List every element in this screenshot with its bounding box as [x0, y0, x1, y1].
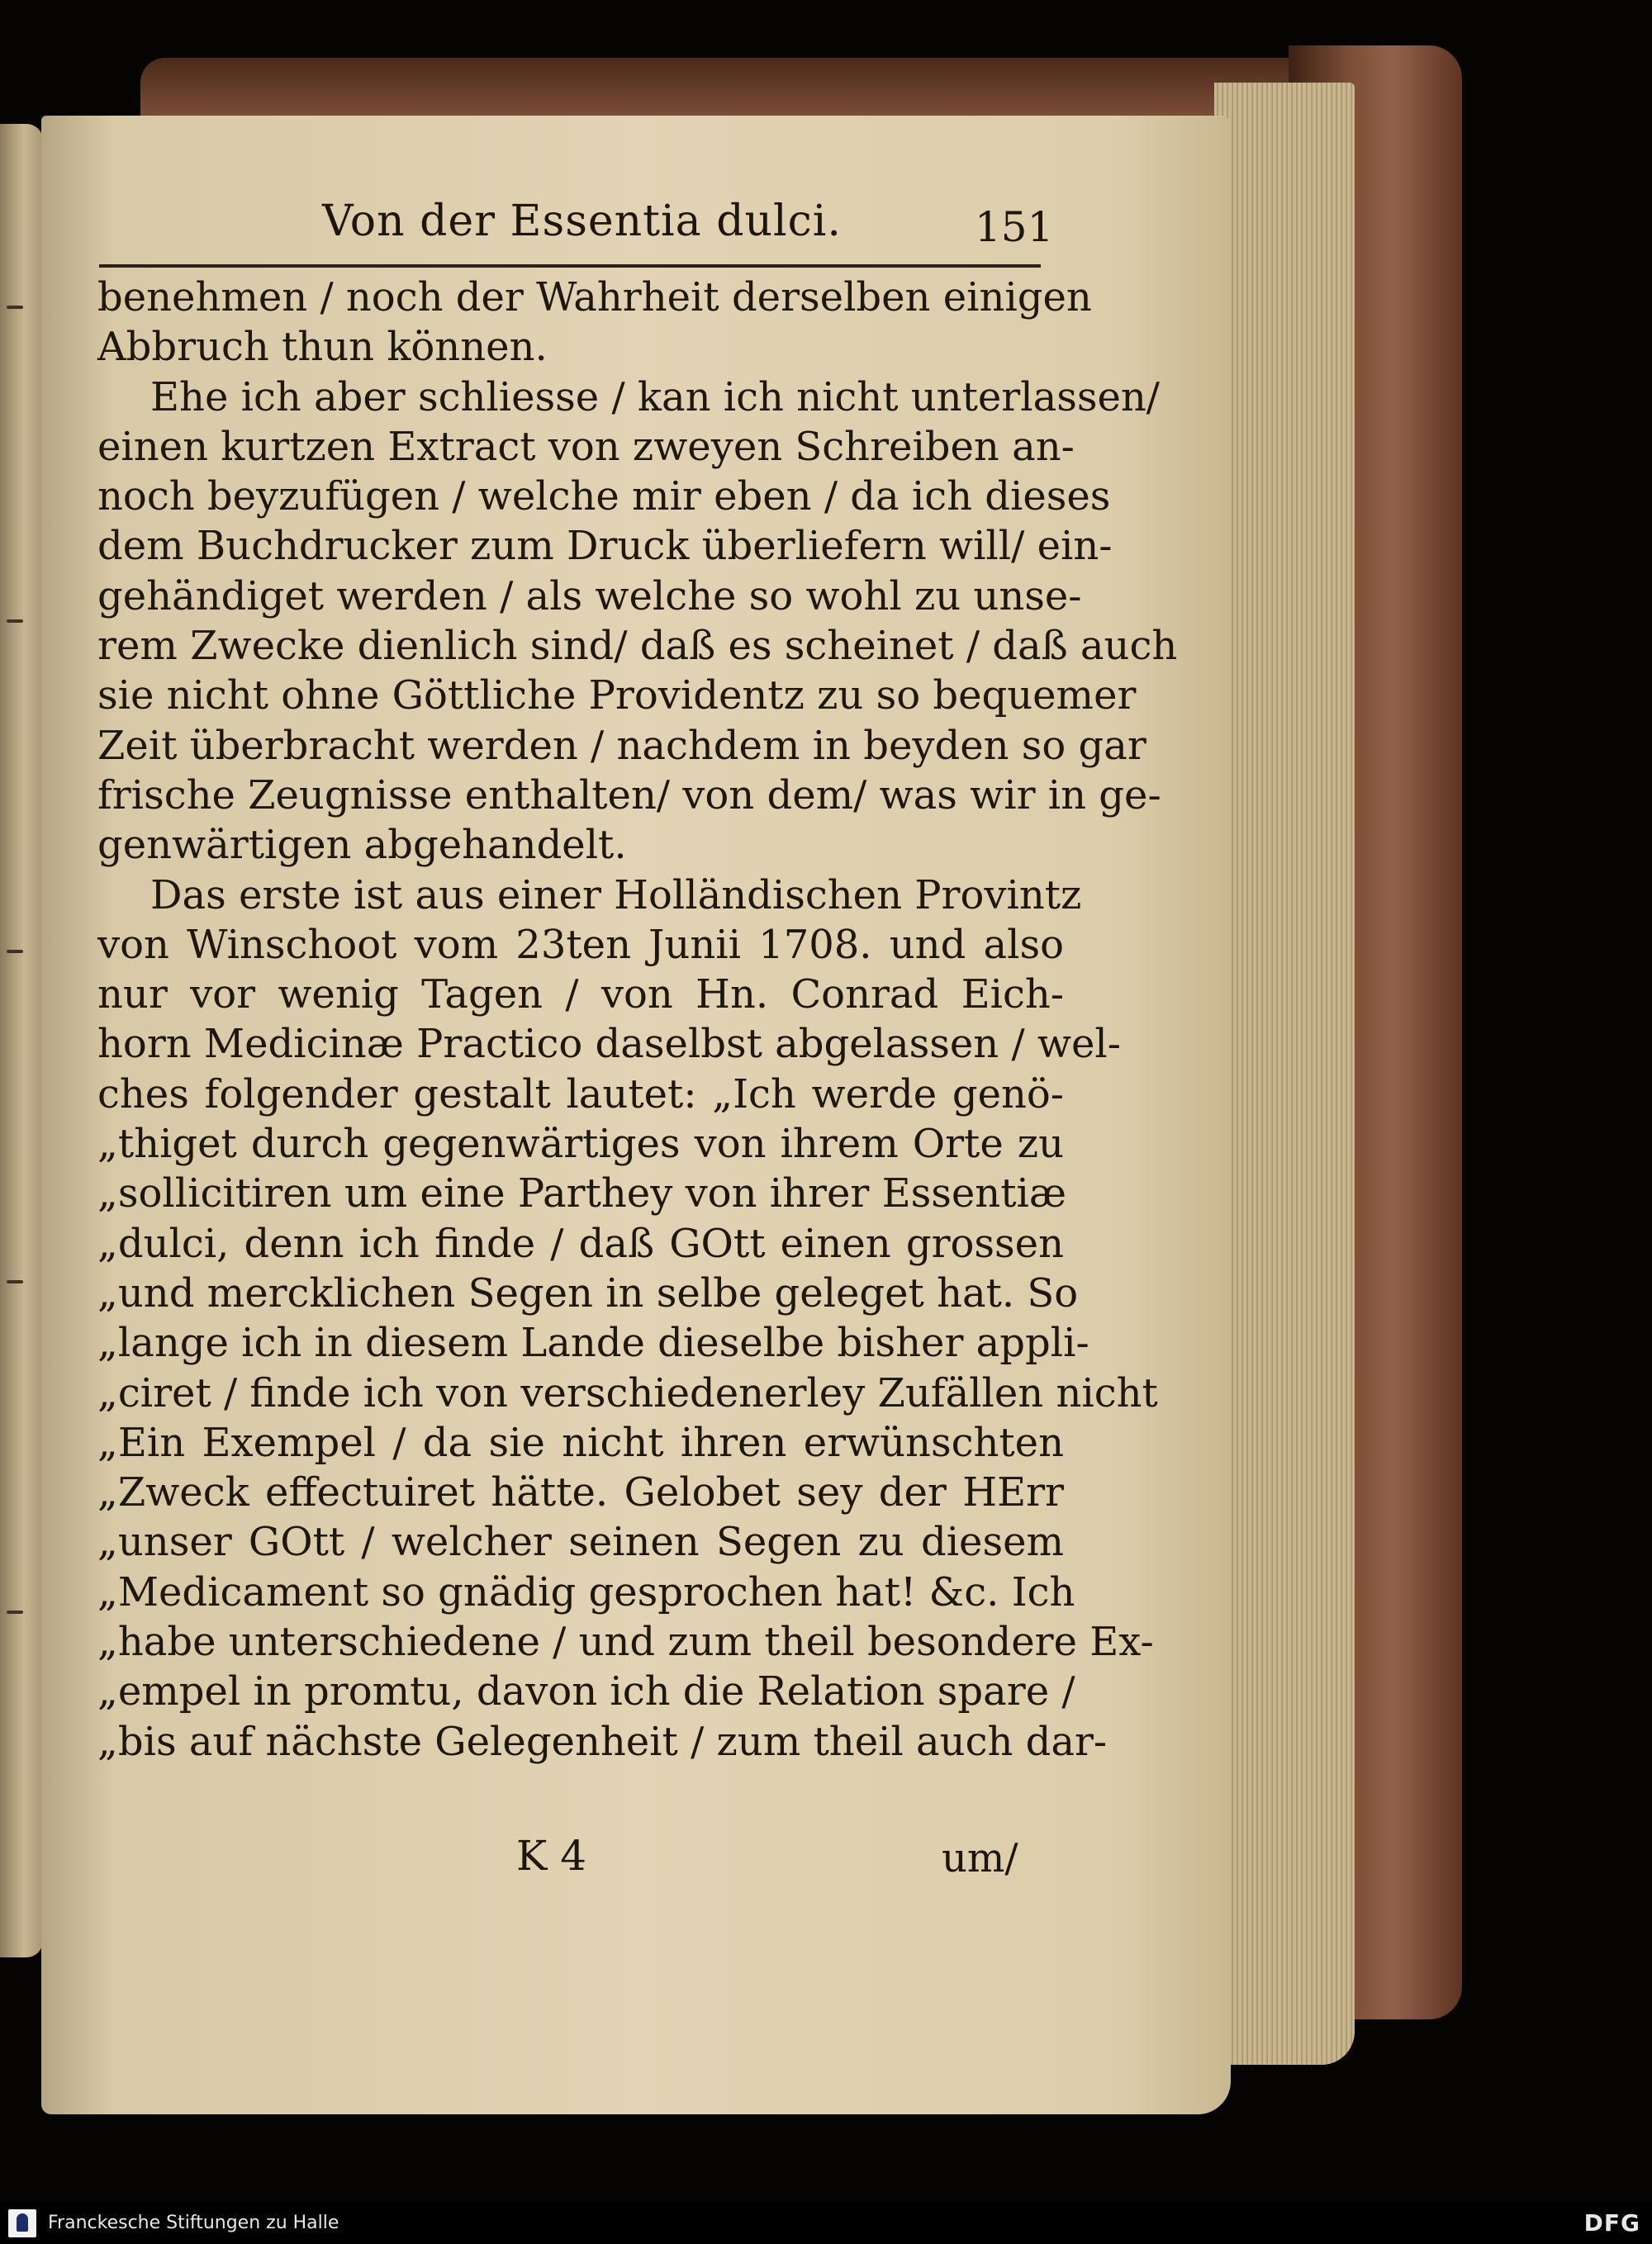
- previous-page-text-mark: [7, 950, 23, 953]
- text-line: „Medicament so gnädig gesprochen hat! &c. Ich: [97, 1568, 1075, 1615]
- previous-page-text-mark: [7, 1280, 23, 1283]
- text-line: Abbruch thun können.: [97, 324, 548, 371]
- text-line: dem Buchdrucker zum Druck überliefern will/ ein-: [97, 523, 1113, 570]
- text-line: gehändiget werden / als welche so wohl zu unse-: [97, 572, 1082, 619]
- text-line: einen kurtzen Extract von zweyen Schreiben an-: [97, 423, 1075, 470]
- text-line: „habe unterschiedene / und zum theil besondere Ex-: [97, 1619, 1154, 1666]
- institution-name: Franckesche Stiftungen zu Halle: [48, 2213, 339, 2233]
- previous-page-text-mark: [7, 306, 23, 309]
- text-line: „sollicitiren um eine Parthey von ihrer Essentiæ: [97, 1170, 1066, 1217]
- institution-logo-icon: [8, 2209, 36, 2237]
- page-body-text: [97, 273, 1178, 1767]
- text-line: ches folgender gestalt lautet: „Ich werde genö-: [97, 1070, 1064, 1117]
- dfg-logo: DFG: [1583, 2209, 1640, 2237]
- text-line: rem Zwecke dienlich sind/ daß es scheinet / daß auch: [97, 623, 1178, 670]
- text-line: horn Medicinæ Practico daselbst abgelassen / wel-: [97, 1021, 1121, 1068]
- text-line: „Zweck effectuiret hätte. Gelobet sey der HErr: [97, 1469, 1064, 1516]
- text-line: sie nicht ohne Göttliche Providentz zu so bequemer: [97, 672, 1137, 719]
- text-line: noch beyzufügen / welche mir eben / da ich dieses: [97, 473, 1111, 520]
- text-line: „unser GOtt / welcher seinen Segen zu diesem: [97, 1519, 1064, 1566]
- book-cover-top: [140, 58, 1379, 116]
- running-header: Von der Essentia dulci.: [322, 197, 842, 246]
- header-rule: [99, 264, 1041, 268]
- previous-page-edge: [0, 124, 43, 1957]
- text-line: Das erste ist aus einer Holländischen Provintz: [150, 871, 1082, 918]
- page-block-edges: [1214, 83, 1355, 2065]
- text-line: „thiget durch gegenwärtiges von ihrem Orte zu: [97, 1121, 1064, 1168]
- viewer-footer-bar: [0, 2203, 1652, 2244]
- text-line: „dulci, denn ich finde / daß GOtt einen grossen: [97, 1220, 1064, 1267]
- text-line: „empel in promtu, davon ich die Relation spare /: [97, 1668, 1075, 1715]
- text-line: genwärtigen abgehandelt.: [97, 822, 627, 869]
- text-line: nur vor wenig Tagen / von Hn. Conrad Eich-: [97, 971, 1064, 1018]
- text-line: „lange ich in diesem Lande dieselbe bisher appli-: [97, 1320, 1089, 1367]
- previous-page-text-mark: [7, 1611, 23, 1614]
- text-line: „bis auf nächste Gelegenheit / zum theil auch dar-: [97, 1718, 1108, 1765]
- text-line: benehmen / noch der Wahrheit derselben einigen: [97, 274, 1092, 320]
- text-line: frische Zeugnisse enthalten/ von dem/ was wir in ge-: [97, 771, 1161, 818]
- text-line: „Ein Exempel / da sie nicht ihren erwünschten: [97, 1419, 1064, 1466]
- text-line: Ehe ich aber schliesse / kan ich nicht unterlassen/: [150, 373, 1160, 420]
- previous-page-text-mark: [7, 619, 23, 623]
- text-line: von Winschoot vom 23ten Junii 1708. und also: [97, 921, 1064, 968]
- text-line: Zeit überbracht werden / nachdem in beyden so gar: [97, 722, 1146, 769]
- catchword: um/: [942, 1835, 1018, 1881]
- signature-mark: K 4: [516, 1832, 587, 1880]
- text-line: „und mercklichen Segen in selbe geleget hat. So: [97, 1269, 1079, 1317]
- page-number: 151: [975, 203, 1054, 251]
- text-line: „ciret / finde ich von verschiedenerley Zufällen nicht: [97, 1369, 1158, 1416]
